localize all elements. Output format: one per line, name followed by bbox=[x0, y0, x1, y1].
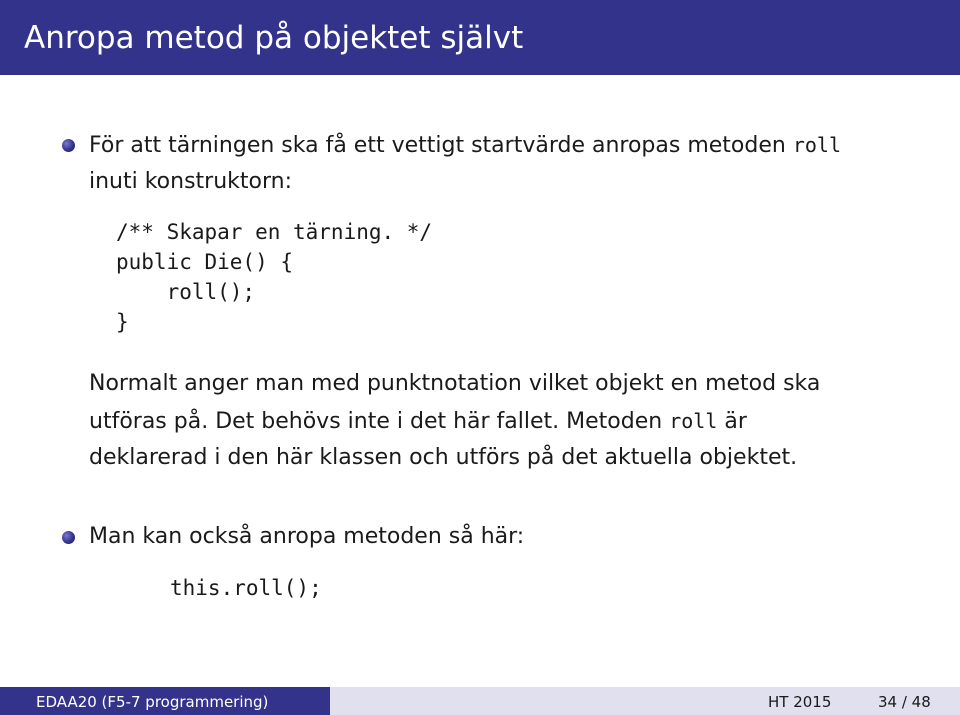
code1-line3: roll(); bbox=[116, 280, 256, 304]
bullet1-line2: inuti konstruktorn: bbox=[89, 169, 293, 194]
bullet1-line1-code: roll bbox=[792, 133, 841, 157]
bullet-icon bbox=[62, 531, 75, 544]
slide-title: Anropa metod på objektet självt bbox=[24, 20, 524, 56]
footer-course: EDAA20 (F5-7 programmering) bbox=[36, 693, 269, 711]
bullet1-line1-text: För att tärningen ska få ett vettigt startvärde anropas metoden bbox=[89, 133, 793, 158]
code1-line4: } bbox=[116, 310, 129, 334]
paragraph-line2-code: roll bbox=[669, 409, 718, 433]
code1-line1: /** Skapar en tärning. */ bbox=[116, 220, 433, 244]
footer-page-number: 34 / 48 bbox=[878, 693, 931, 711]
code2-line1: this.roll(); bbox=[170, 576, 322, 600]
bullet-icon bbox=[62, 139, 75, 152]
paragraph-line1: Normalt anger man med punktnotation vilket objekt en metod ska bbox=[89, 371, 821, 396]
footer bbox=[0, 687, 960, 715]
paragraph-line2 bbox=[89, 403, 747, 440]
paragraph-line2-tail: är bbox=[717, 409, 747, 434]
bullet2-text: Man kan också anropa metoden så här: bbox=[89, 524, 525, 549]
paragraph-line3: deklarerad i den här klassen och utförs på det aktuella objektet. bbox=[89, 445, 798, 470]
footer-left bbox=[0, 687, 330, 715]
bullet1-line1 bbox=[89, 127, 841, 164]
title-bar bbox=[0, 0, 960, 75]
footer-term: HT 2015 bbox=[768, 693, 832, 711]
code1-line2: public Die() { bbox=[116, 250, 294, 274]
footer-right bbox=[330, 687, 960, 715]
paragraph-line2-text: utföras på. Det behövs inte i det här fallet. Metoden bbox=[89, 409, 670, 434]
